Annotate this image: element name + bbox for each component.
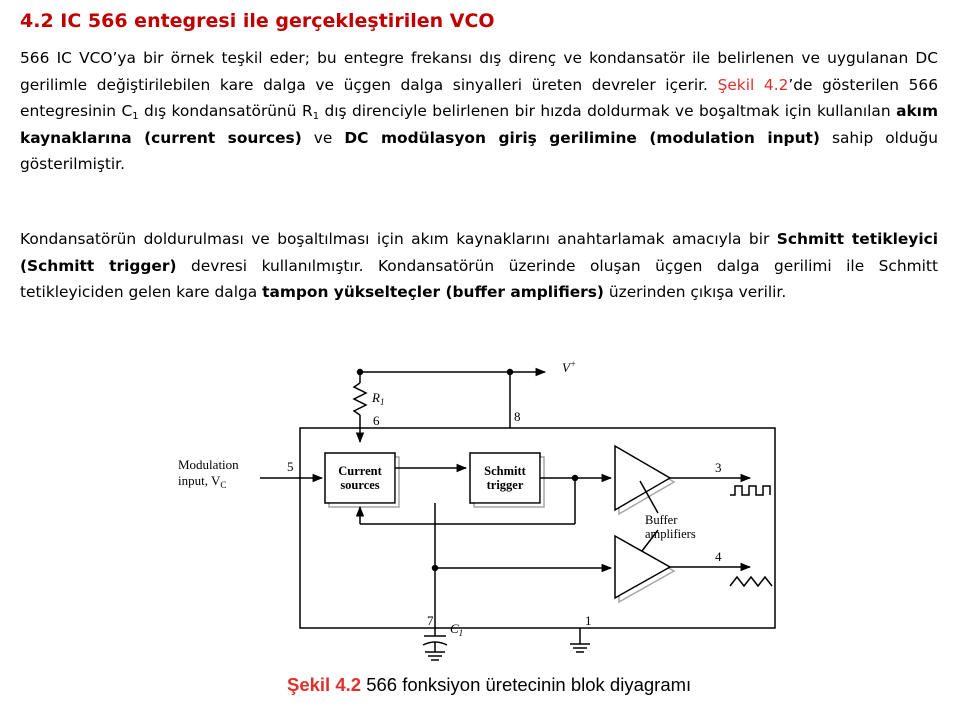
svg-text:input, VC [178,473,226,490]
modulation-label: Modulation [178,457,239,472]
paragraph-text: 566 IC VCO’ya bir örnek teşkil eder; bu entegre frekansı dış direnç ve kondansatör ile belirlenen ve uygulanan DC gerilimle değiştirilebilen kare dalga ve üçgen dalga sinyalleri üreten devreler içerir. [20,49,938,94]
buffer-amplifiers-label: Buffer [645,513,678,527]
paragraph-text: sahip olduğu gösterilmiştir. [20,128,938,173]
schmitt-trigger-label: Schmitt [484,464,526,478]
paragraph-text: ’de gösterilen 566 entegresinin C [20,75,938,120]
caption-label: Şekil 4.2 [287,674,362,695]
figure-caption [287,674,691,696]
buffer-amplifier-bottom [615,536,670,598]
superscript: + [569,359,577,369]
vplus-label: V [562,360,570,375]
block-diagram [170,358,785,668]
square-wave-icon [730,486,770,495]
section-heading: 4.2 IC 566 entegresi ile gerçekleştirilen VCO [20,10,495,32]
pin-label: 7 [427,613,434,628]
bold-term: DC modülasyon giriş gerilimine (modulation input) [344,128,820,147]
paragraph-text: ve [301,128,345,147]
bold-term: tampon yükselteçler (buffer amplifiers) [262,283,604,301]
subscript: C [220,480,227,490]
paragraph-text: dış kondansatörünü R [138,102,313,120]
buffer-amplifiers-label: amplifiers [645,527,696,541]
buffer-amplifier-top [615,446,670,510]
caption-text: 566 fonksiyon üretecinin blok diyagramı [361,674,692,695]
pin-label: 5 [287,459,294,474]
figure-reference: Şekil 4.2 [717,75,789,94]
paragraph-intro [20,45,938,178]
paragraph-text: dış direnciyle belirlenen bir hızda doldurmak ve boşaltmak için kullanılan [319,102,897,120]
subscript: 1 [379,397,385,407]
triangle-wave-icon [730,577,772,586]
bold-term: akım kaynaklarına (current sources) [20,102,938,147]
pin-label: 8 [514,409,521,424]
paragraph-text: devresi kullanılmıştır. Kondansatörün üzerinde oluşan üçgen dalga gerilimi ile Schmitt tetikleyiciden gelen kare dalga [20,256,938,301]
current-sources-label: Current [338,464,382,478]
bold-term: Schmitt tetikleyici (Schmitt trigger) [20,230,938,275]
schmitt-trigger-label: trigger [486,478,524,492]
pin-label: 6 [373,413,380,428]
svg-text:R1 [371,390,384,407]
paragraph-schmitt [20,226,938,306]
svg-text:V+ [562,359,576,375]
paragraph-text: Kondansatörün doldurulması ve boşaltılması için akım kaynaklarını anahtarlamak amacıyla bir [20,230,777,248]
r1-label: R [372,390,380,405]
r1-resistor [354,383,366,415]
subscript: 1 [458,628,464,638]
pin-label: 4 [715,549,722,564]
modulation-label: input, V [178,473,221,488]
pin-label: 1 [585,613,592,628]
c1-label: C [450,621,459,636]
svg-text:C1 [450,621,463,638]
paragraph-text: üzerinden çıkışa verilir. [603,283,787,301]
pin-label: 3 [715,460,722,475]
subscript: 1 [132,111,139,122]
subscript: 1 [312,111,320,122]
current-sources-label: sources [340,478,380,492]
